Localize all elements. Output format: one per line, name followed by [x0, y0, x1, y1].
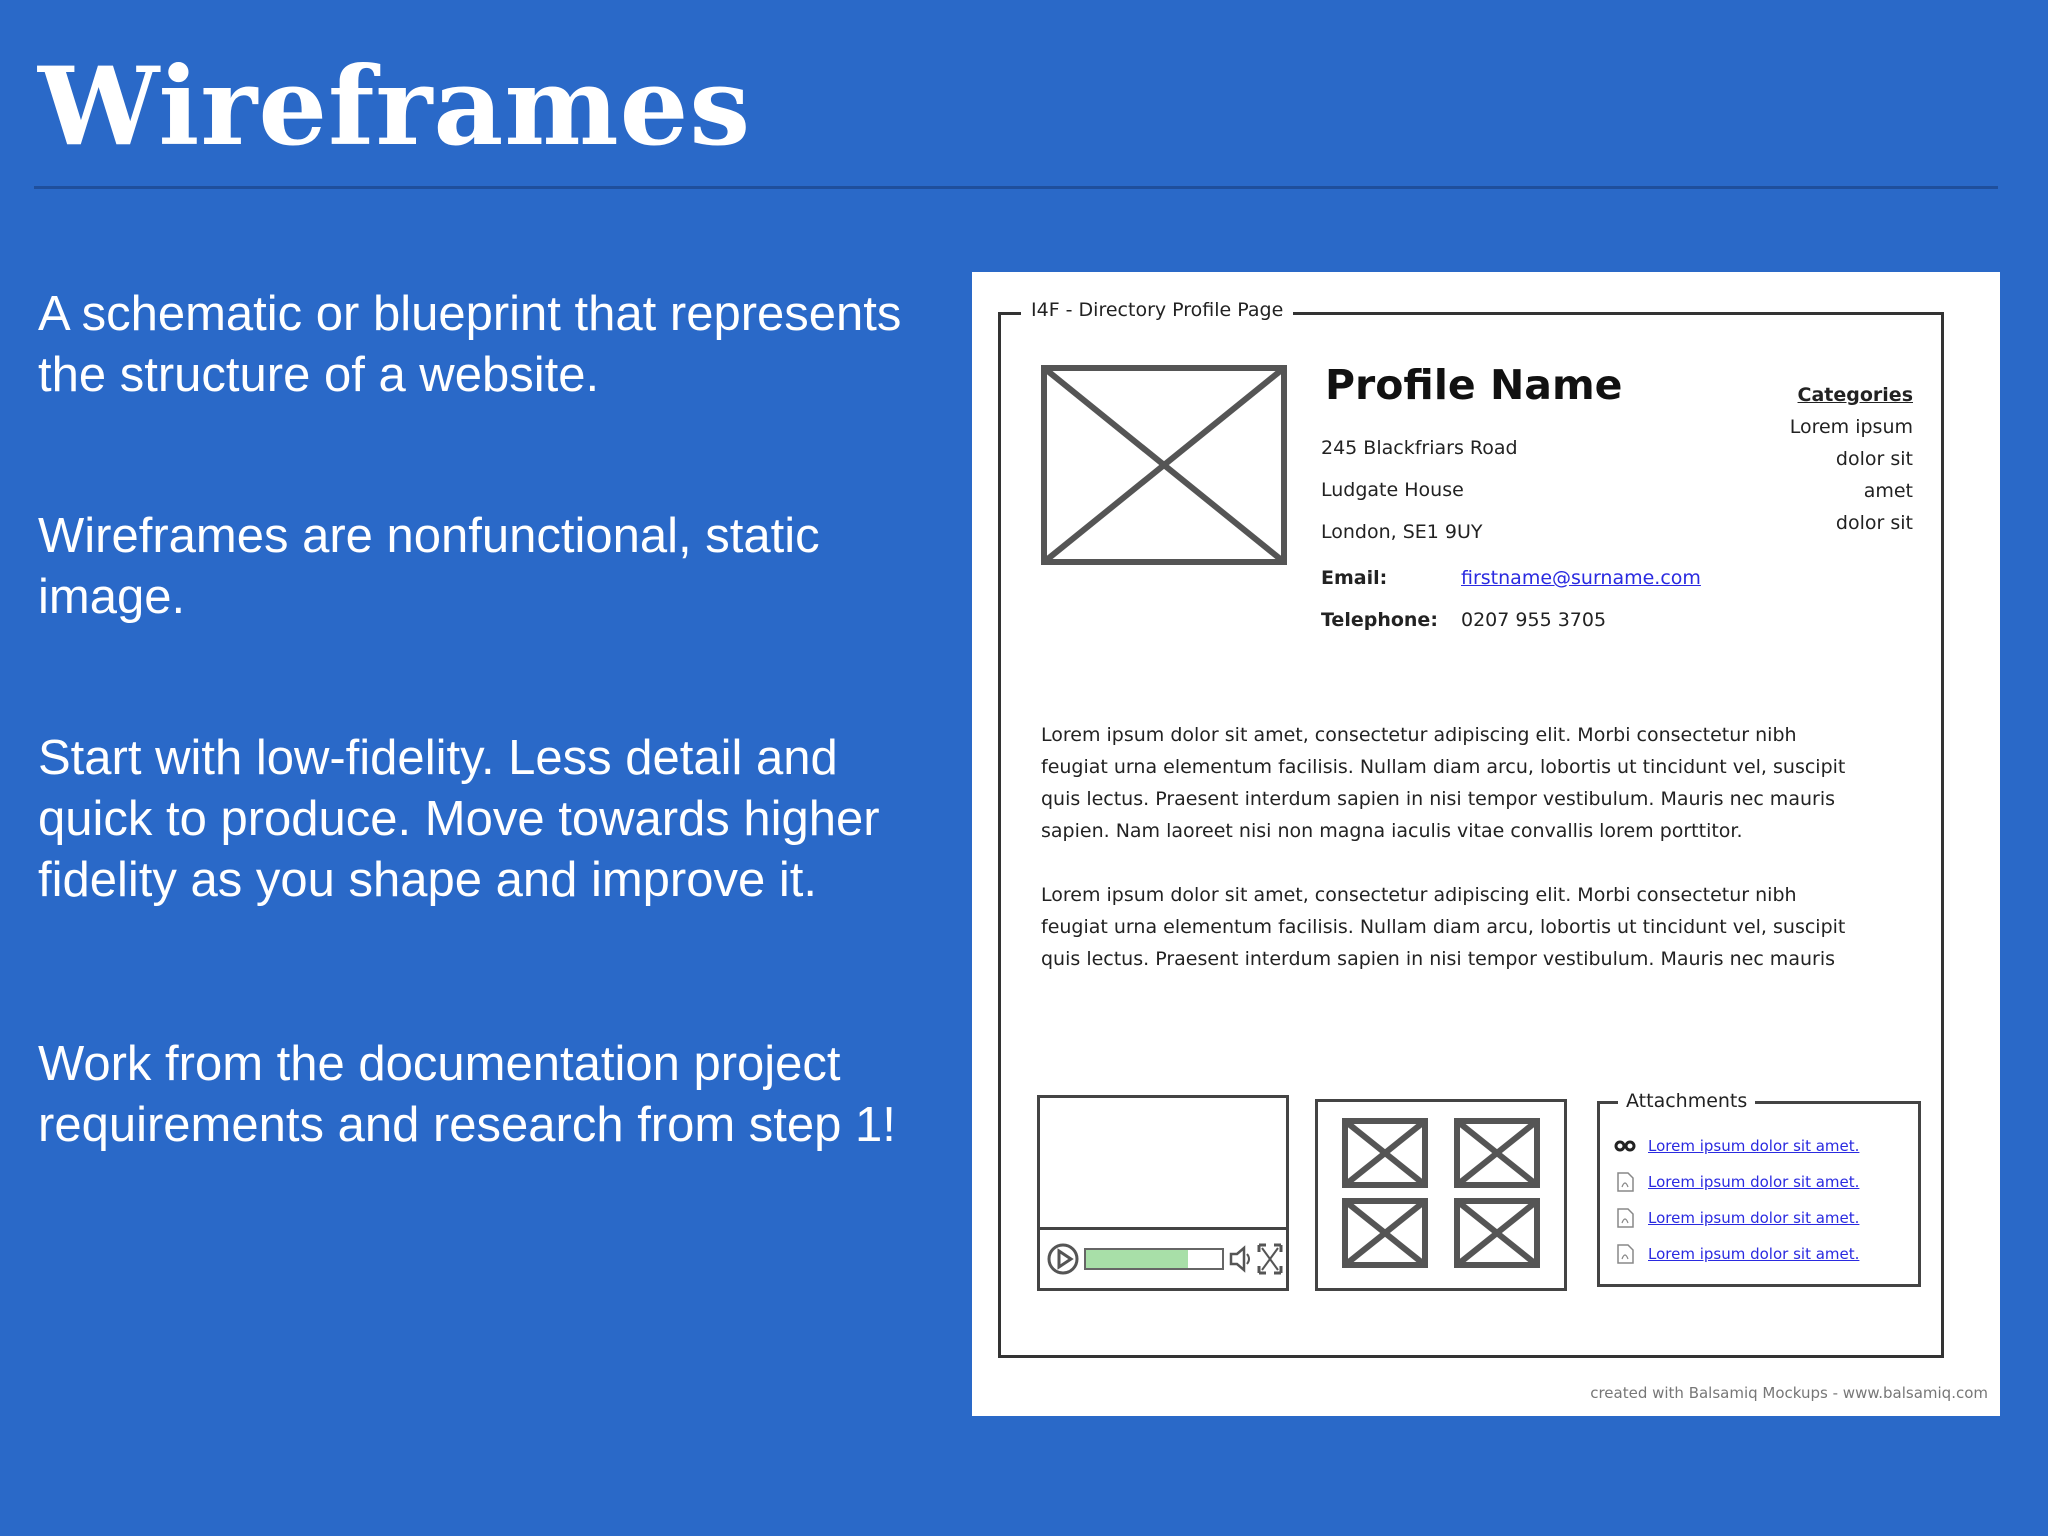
image-placeholder-icon [1041, 365, 1287, 565]
profile-name: Profile Name [1325, 361, 1623, 409]
attachment-link[interactable]: Lorem ipsum dolor sit amet. [1648, 1173, 1860, 1191]
volume-icon[interactable] [1228, 1244, 1254, 1274]
category-item: dolor sit [1835, 512, 1913, 534]
attachments-title: Attachments [1618, 1090, 1755, 1112]
wireframe-frame [998, 299, 1944, 1358]
paragraph-line: quis lectus. Praesent interdum sapien in nisi tempor vestibulum. Mauris nec mauris [1041, 788, 1835, 810]
attachment-link[interactable]: Lorem ipsum dolor sit amet. [1648, 1245, 1860, 1263]
paragraph-line: quis lectus. Praesent interdum sapien in nisi tempor vestibulum. Mauris nec mauris [1041, 948, 1835, 970]
address-line-3: London, SE1 9UY [1321, 521, 1483, 543]
email-label: Email: [1321, 567, 1388, 589]
paragraph-line: sapien. Nam laoreet nisi non magna iaculis vitae convallis lorem porttitor. [1041, 820, 1743, 842]
body-paragraph-2 [1041, 879, 1845, 975]
fullscreen-icon[interactable] [1256, 1242, 1284, 1276]
body-paragraph-1 [1041, 719, 1845, 847]
category-item: Lorem ipsum [1789, 416, 1913, 438]
bullet-2: Wireframes are nonfunctional, static image. [38, 509, 820, 624]
video-player[interactable] [1037, 1095, 1289, 1291]
email-link[interactable]: firstname@surname.com [1461, 567, 1701, 589]
video-progress-fill [1086, 1250, 1188, 1268]
gallery-thumbnail-icon[interactable] [1454, 1118, 1540, 1188]
attachments-list [1614, 1128, 1859, 1272]
attachment-item[interactable] [1614, 1164, 1859, 1200]
attachment-item[interactable] [1614, 1236, 1859, 1272]
paragraph-line: Lorem ipsum dolor sit amet, consectetur adipiscing elit. Morbi consectetur nibh [1041, 884, 1797, 906]
gallery-thumbnail-icon[interactable] [1342, 1118, 1428, 1188]
balsamiq-credit: created with Balsamiq Mockups - www.balsamiq.com [1590, 1384, 1988, 1402]
attachment-link[interactable]: Lorem ipsum dolor sit amet. [1648, 1209, 1860, 1227]
attachments-panel [1597, 1090, 1921, 1287]
pdf-icon [1614, 1243, 1636, 1265]
bullet-1: A schematic or blueprint that represents the structure of a website. [38, 287, 902, 402]
pdf-icon [1614, 1171, 1636, 1193]
bullet-4: Work from the documentation project requirements and research from step 1! [38, 1037, 896, 1152]
paragraph-line: feugiat urna elementum facilisis. Nullam diam arcu, lobortis ut tincidunt vel, suscipit [1041, 756, 1846, 778]
telephone-value: 0207 955 3705 [1461, 609, 1607, 631]
wireframe-mockup-image [972, 272, 2000, 1416]
video-controls [1040, 1227, 1286, 1288]
address-line-2: Ludgate House [1321, 479, 1464, 501]
image-gallery [1315, 1099, 1567, 1291]
frame-title: I4F - Directory Profile Page [1021, 299, 1293, 321]
categories-panel [1713, 379, 1913, 539]
attachment-item[interactable] [1614, 1200, 1859, 1236]
attachment-link[interactable]: Lorem ipsum dolor sit amet. [1648, 1137, 1860, 1155]
pdf-icon [1614, 1207, 1636, 1229]
category-item: amet [1863, 480, 1913, 502]
categories-title: Categories [1797, 384, 1913, 406]
telephone-label: Telephone: [1321, 609, 1438, 631]
paragraph-line: feugiat urna elementum facilisis. Nullam diam arcu, lobortis ut tincidunt vel, suscipit [1041, 916, 1846, 938]
attachment-item[interactable] [1614, 1128, 1859, 1164]
paragraph-line: Lorem ipsum dolor sit amet, consectetur adipiscing elit. Morbi consectetur nibh [1041, 724, 1797, 746]
link-icon [1614, 1135, 1636, 1157]
bullet-3: Start with low-fidelity. Less detail and quick to produce. Move towards higher fidelity as you shape and improve it. [38, 731, 880, 907]
address-line-1: 245 Blackfriars Road [1321, 437, 1518, 459]
title-divider [34, 186, 1998, 189]
video-progress-bar[interactable] [1084, 1248, 1224, 1270]
gallery-thumbnail-icon[interactable] [1342, 1198, 1428, 1268]
play-icon[interactable] [1046, 1242, 1080, 1276]
slide-title: Wireframes [38, 44, 752, 170]
category-item: dolor sit [1835, 448, 1913, 470]
gallery-thumbnail-icon[interactable] [1454, 1198, 1540, 1268]
